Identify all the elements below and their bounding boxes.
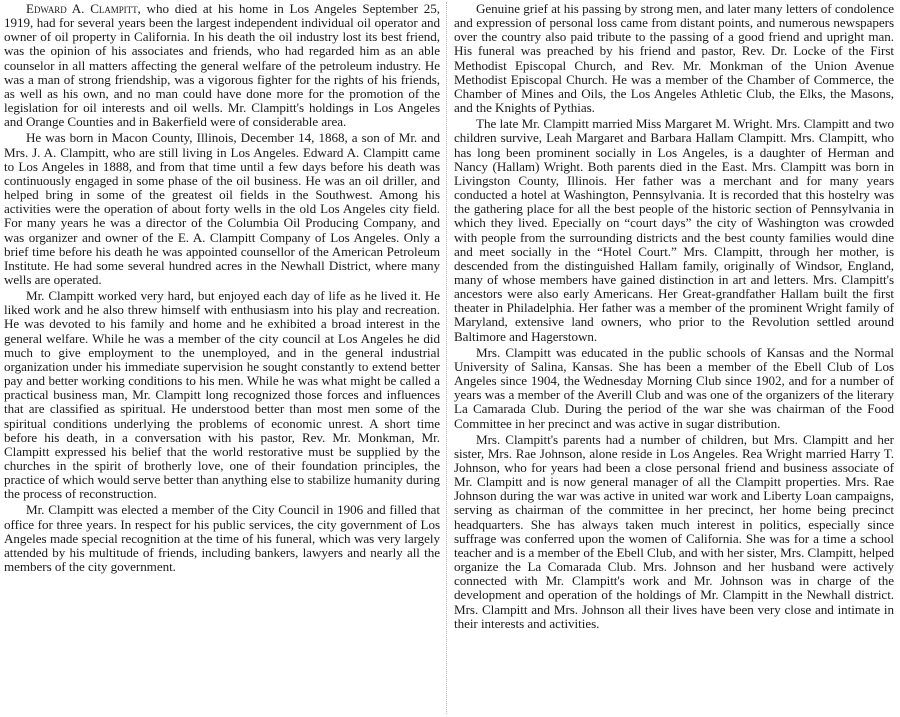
paragraph-wife-education-and-clubs: Mrs. Clampitt was educated in the public schools of Kansas and the Normal University of Salina, Kansas. She has been a member of the Ebell Club of Los Angeles since 1904, the Wednesday Morning Club since 1902, and for a number of years was a member of the Averill Club and was one of the organizers of the literary La Camarada Club. During the period of the war she was chairman of the Food Committee in her precinct and was active in sugar distribution. [454,344,894,431]
paragraph-birth-and-business: He was born in Macon County, Illinois, December 14, 1868, a son of Mr. and Mrs. J. A. Clampitt, who are still living in Los Angeles. Edward A. Clampitt came to Los Angeles in 1888, and from that time until a few days before his death was continuously engaged in some phase of the oil business. He was an oil driller, and helped bring in some of the greatest oil fields in the Southwest. Among his activities were the operation of about forty wells in the old Los Angeles city field. For many years he was a director of the Columbia Oil Producing Company, and was organizer and owner of the E. A. Clampitt Company of Los Angeles. Only a brief time before his death he was appointed counsellor of the American Petroleum Institute. He had some several hundred acres in the Newhall District, where many wells are operated. [4,130,440,287]
right-column [454,2,894,631]
paragraph-wife-and-family-history: The late Mr. Clampitt married Miss Margaret M. Wright. Mrs. Clampitt and two children survive, Leah Margaret and Barbara Hallam Clampitt. Mrs. Clampitt, who has long been prominent socially in Los Angeles, is a daughter of Herman and Nancy (Hallam) Wright. Both parents died in the East. Mrs. Clampitt was born in Livingston County, Illinois. Her father was a merchant and for many years conducted a hotel at Washington, Pennsylvania. It is recorded that this hostelry was the gathering place for all the best people of the historic section of Pennsylvania in which they lived. Epecially on “court days” the city of Washington was crowded with people from the surrounding districts and the best county families would dine and meet socially in the “Hotel Court.” Mrs. Clampitt, through her mother, is descended from the distinguished Hallam family, originally of Windsor, England, many of whose members have gained distinction in art and letters. Mrs. Clampitt's ancestors were also early Americans. Her Great-grandfather Hallam built the first theater in Philadelphia. Her father was a member of the prominent Wright family of Maryland, extensive land owners, who prior to the Revolution settled around Baltimore and Hagerstown. [454,116,894,344]
paragraph-death-and-oil-career [4,2,440,129]
left-column [4,2,440,574]
paragraph-text: , who died at his home in Los Angeles September 25, 1919, had for several years been the largest independent individual oil operator and owner of oil property in California. In his death the oil industry lost its best friend, was the opinion of his associates and friends, who had regarded him as an able counselor in all matters affecting the general welfare of the petroleum industry. He was a man of strong friendship, was a vigorous fighter for the rights of his friends, as well as his own, and no man could have done more for the promotion of the legislation for oil interests and oil wells. Mr. Clampitt's holdings in Los Angeles and Orange Counties and in Bakerfield were of considerable area. [4,1,440,130]
paragraph-funeral-and-memberships: Genuine grief at his passing by strong men, and later many letters of condolence and expression of personal loss came from distant points, and numerous newspapers over the country also paid tribute to the passing of a good friend and upright man. His funeral was preached by his friend and pastor, Rev. Dr. Locke of the First Methodist Episcopal Church, and Rev. Mr. Monkman of the Union Avenue Methodist Episcopal Church. He was a member of the Chamber of Commerce, the Chamber of Mines and Oils, the Los Angeles Athletic Club, the Elks, the Masons, and the Knights of Pythias. [454,1,894,116]
paragraph-sister-rae-johnson: Mrs. Clampitt's parents had a number of children, but Mrs. Clampitt and her sister, Mrs. Rae Johnson, alone reside in Los Angeles. Rea Wright married Harry T. Johnson, who for years had been a close personal friend and business associate of Mr. Clampitt and is now general manager of all the Clampitt properties. Mrs. Rae Johnson during the war was active in united war work and Liberty Loan campaigns, serving as chairman of the committee in her precinct, her home being precinct headquarters. She has always taken much interest in politics, especially since suffrage was conferred upon the women of California. She was for a time a school teacher and is a member of the Ebell Club, and with her sister, Mrs. Clampitt, helped organize the La Comarada Club. Mrs. Johnson and her husband were actively connected with Mr. Clampitt's work and Mr. Johnson was in charge of the development and operation of the holdings of Mr. Clampitt in the Newhall district. Mrs. Clampitt and Mrs. Johnson all their lives have been very close and intimate in their interests and activities. [454,431,894,631]
column-divider [446,2,447,714]
paragraph-character-and-welfare: Mr. Clampitt worked very hard, but enjoyed each day of life as he lived it. He liked work and he also threw himself with enthusiasm into his play and recreation. He was devoted to his family and home and he exhibited a broad interest in the general welfare. While he was a member of the city council at Los Angeles he did much to give employment to the unemployed, and in the general industrial organization under his immediate supervision he sought constantly to extend better pay and better working conditions to his men. While he was what might be called a practical business man, Mr. Clampitt long recognized those forces and influences that are classified as spiritual. He understood better than most men some of the spiritual conditions underlying the problems of economic unrest. A short time before his death, in a conversation with his pastor, Rev. Mr. Monkman, Mr. Clampitt expressed his belief that the world restorative must be supplied by the churches in the spirit of brotherly love, one of their foundation principles, the practice of which would serve better than anything else to stabilize humanity during the process of reconstruction. [4,288,440,502]
subject-name: Edward A. Clampitt [26,1,138,16]
paragraph-city-council: Mr. Clampitt was elected a member of the City Council in 1906 and filled that office for three years. In respect for his public services, the city government of Los Angeles made special recognition at the time of his funeral, which was very largely attended by his multitude of friends, including bankers, lawyers and nearly all the members of the city government. [4,502,440,575]
